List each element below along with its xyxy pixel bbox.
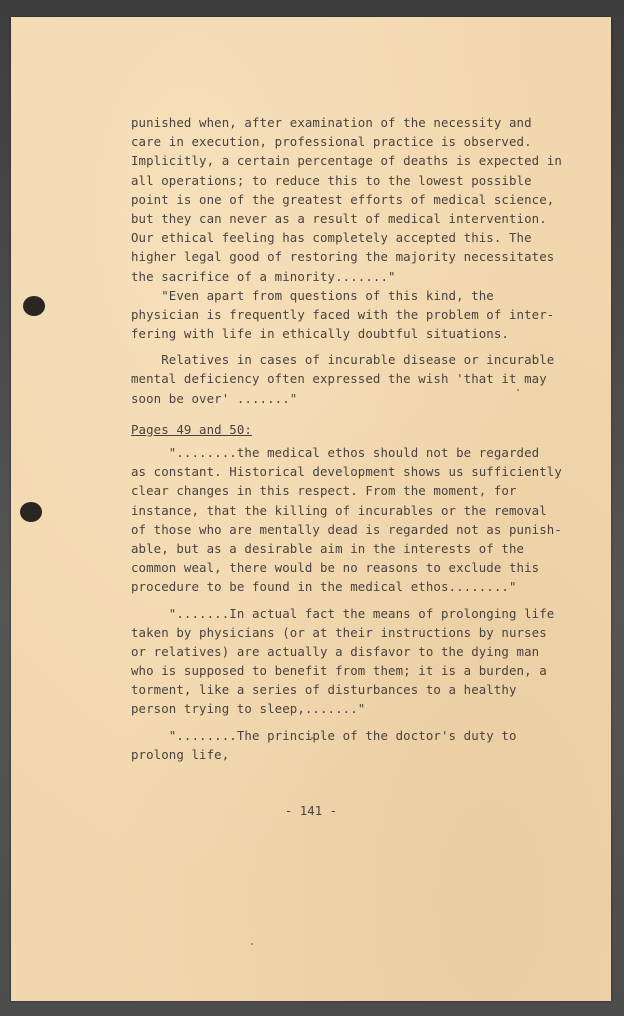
text-line: higher legal good of restoring the majority necessitates bbox=[131, 249, 555, 265]
paragraph bbox=[131, 286, 591, 344]
text-line: soon be over' ......." bbox=[131, 390, 298, 406]
text-line: care in execution, professional practice is observed. bbox=[131, 134, 532, 150]
text-line: Implicitly, a certain percentage of deaths is expected in bbox=[131, 153, 562, 169]
text-line: but they can never as a result of medical intervention. bbox=[131, 210, 547, 226]
text-line: punished when, after examination of the necessity and bbox=[131, 115, 532, 130]
paragraph bbox=[131, 604, 591, 719]
text-line: of those who are mentally dead is regarded not as punish- bbox=[131, 521, 562, 537]
text-line: able, but as a desirable aim in the interests of the bbox=[131, 540, 525, 556]
text-line: Relatives in cases of incurable disease or incurable bbox=[131, 352, 555, 368]
text-line: common weal, there would be no reasons to exclude this bbox=[131, 560, 540, 576]
paragraph bbox=[131, 726, 591, 764]
text-line: instance, that the killing of incurables or the removal bbox=[131, 502, 547, 518]
document-page bbox=[11, 17, 611, 1001]
text-line: mental deficiency often expressed the wish 'that it may bbox=[131, 371, 547, 387]
text-line: fering with life in ethically doubtful situations. bbox=[131, 326, 509, 342]
text-line: procedure to be found in the medical ethos........" bbox=[131, 579, 517, 595]
text-line: torment, like a series of disturbances to a healthy bbox=[131, 682, 517, 698]
paragraph bbox=[131, 443, 591, 597]
text-line: "........The principle of the doctor's duty to bbox=[131, 727, 517, 743]
text-line: as constant. Historical development shows us sufficiently bbox=[131, 464, 562, 480]
text-line: taken by physicians (or at their instructions by nurses bbox=[131, 624, 547, 640]
section-heading: Pages 49 and 50: bbox=[131, 421, 252, 437]
text-line: physician is frequently faced with the problem of inter- bbox=[131, 306, 555, 322]
text-line: "........the medical ethos should not be regarded bbox=[131, 445, 540, 460]
text-line: the sacrifice of a minority......." bbox=[131, 268, 396, 284]
text-line: point is one of the greatest efforts of medical science, bbox=[131, 191, 555, 207]
text-line: prolong life, bbox=[131, 746, 230, 762]
text-line: Our ethical feeling has completely accepted this. The bbox=[131, 230, 532, 246]
text-line: ".......In actual fact the means of prolonging life bbox=[131, 605, 555, 621]
paper-speck bbox=[251, 943, 253, 945]
text-line: who is supposed to benefit from them; it is a burden, a bbox=[131, 663, 547, 679]
text-line: clear changes in this respect. From the moment, for bbox=[131, 483, 517, 499]
text-line: person trying to sleep,......." bbox=[131, 701, 366, 717]
body-text bbox=[131, 113, 591, 764]
punch-hole bbox=[23, 296, 45, 316]
text-line: all operations; to reduce this to the lowest possible bbox=[131, 172, 532, 188]
paragraph bbox=[131, 113, 591, 286]
text-line: "Even apart from questions of this kind, the bbox=[131, 287, 494, 303]
page-number: - 141 - bbox=[284, 803, 338, 818]
text-line: or relatives) are actually a disfavor to the dying man bbox=[131, 643, 540, 659]
paragraph bbox=[131, 350, 591, 408]
punch-hole bbox=[20, 502, 42, 522]
